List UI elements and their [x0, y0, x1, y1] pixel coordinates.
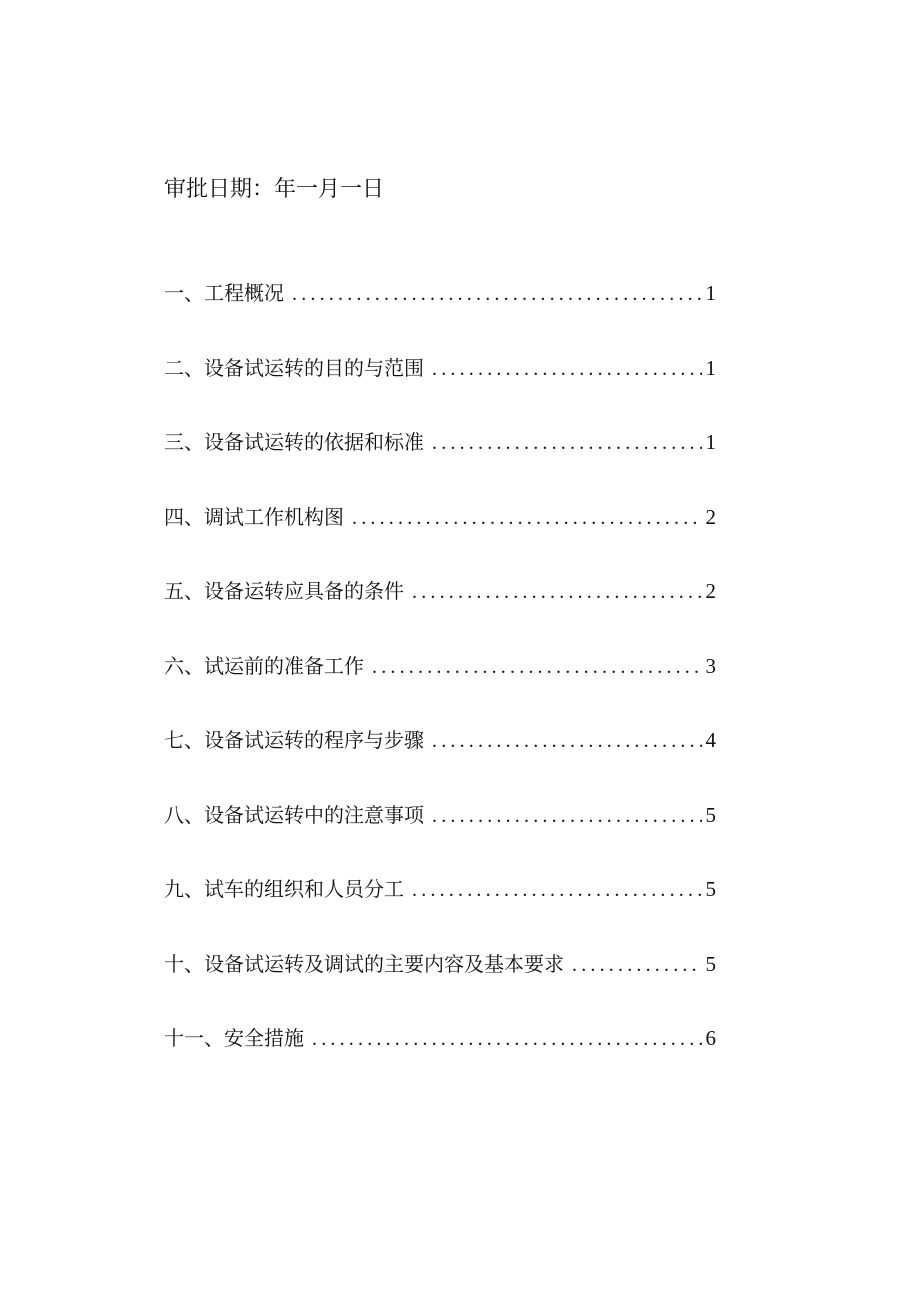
toc-entry[interactable]	[164, 575, 716, 650]
toc-dot-leader	[432, 800, 702, 832]
toc-entry[interactable]	[164, 277, 716, 352]
toc-dot-leader	[432, 725, 702, 757]
toc-entry-title: 一、工程概况	[164, 281, 284, 305]
toc-entry[interactable]	[164, 799, 716, 874]
toc-page-number: 4	[705, 728, 716, 752]
toc-entry-title: 七、设备试运转的程序与步骤	[164, 728, 424, 752]
toc-entry-title: 八、设备试运转中的注意事项	[164, 802, 424, 827]
toc-entry-title: 二、设备试运转的目的与范围	[164, 355, 424, 380]
toc-entry-title: 六、试运前的准备工作	[164, 653, 364, 678]
toc-entry[interactable]	[164, 426, 716, 501]
toc-entry-title: 四、调试工作机构图	[164, 504, 344, 529]
toc-dot-leader	[412, 874, 702, 906]
toc-entry-title: 十一、安全措施	[164, 1026, 304, 1050]
toc-page-number: 5	[705, 951, 716, 976]
toc-page-number: 2	[705, 579, 716, 603]
toc-dot-leader	[432, 353, 702, 385]
toc-entry[interactable]	[164, 1022, 716, 1097]
toc-dot-leader	[312, 1023, 702, 1055]
toc-entry[interactable]	[164, 873, 716, 948]
toc-page-number: 3	[705, 653, 716, 678]
toc-page-number: 2	[705, 504, 716, 529]
approval-date-line: 审批日期：年一月一日	[164, 177, 385, 202]
toc-dot-leader	[412, 576, 702, 608]
toc-entry-title: 九、试车的组织和人员分工	[164, 877, 404, 901]
toc-entry[interactable]	[164, 948, 716, 1023]
toc-dot-leader	[352, 502, 702, 534]
toc-entry-title: 五、设备运转应具备的条件	[164, 579, 404, 603]
toc-dot-leader	[432, 427, 702, 459]
toc-entry-title: 十、设备试运转及调试的主要内容及基本要求	[164, 951, 564, 976]
toc-page-number: 5	[705, 877, 716, 901]
toc-page-number: 5	[705, 802, 716, 827]
toc-dot-leader	[372, 651, 702, 683]
toc-page-number: 1	[705, 355, 716, 380]
toc-page-number: 1	[705, 281, 716, 305]
toc-entry-title: 三、设备试运转的依据和标准	[164, 430, 424, 454]
toc-dot-leader	[572, 949, 702, 981]
toc-dot-leader	[292, 278, 702, 310]
toc-entry[interactable]	[164, 352, 716, 427]
toc-entry[interactable]	[164, 724, 716, 799]
toc-page-number: 1	[705, 430, 716, 454]
table-of-contents	[164, 277, 716, 1097]
toc-page-number: 6	[705, 1026, 716, 1050]
toc-entry[interactable]	[164, 501, 716, 576]
toc-entry[interactable]	[164, 650, 716, 725]
